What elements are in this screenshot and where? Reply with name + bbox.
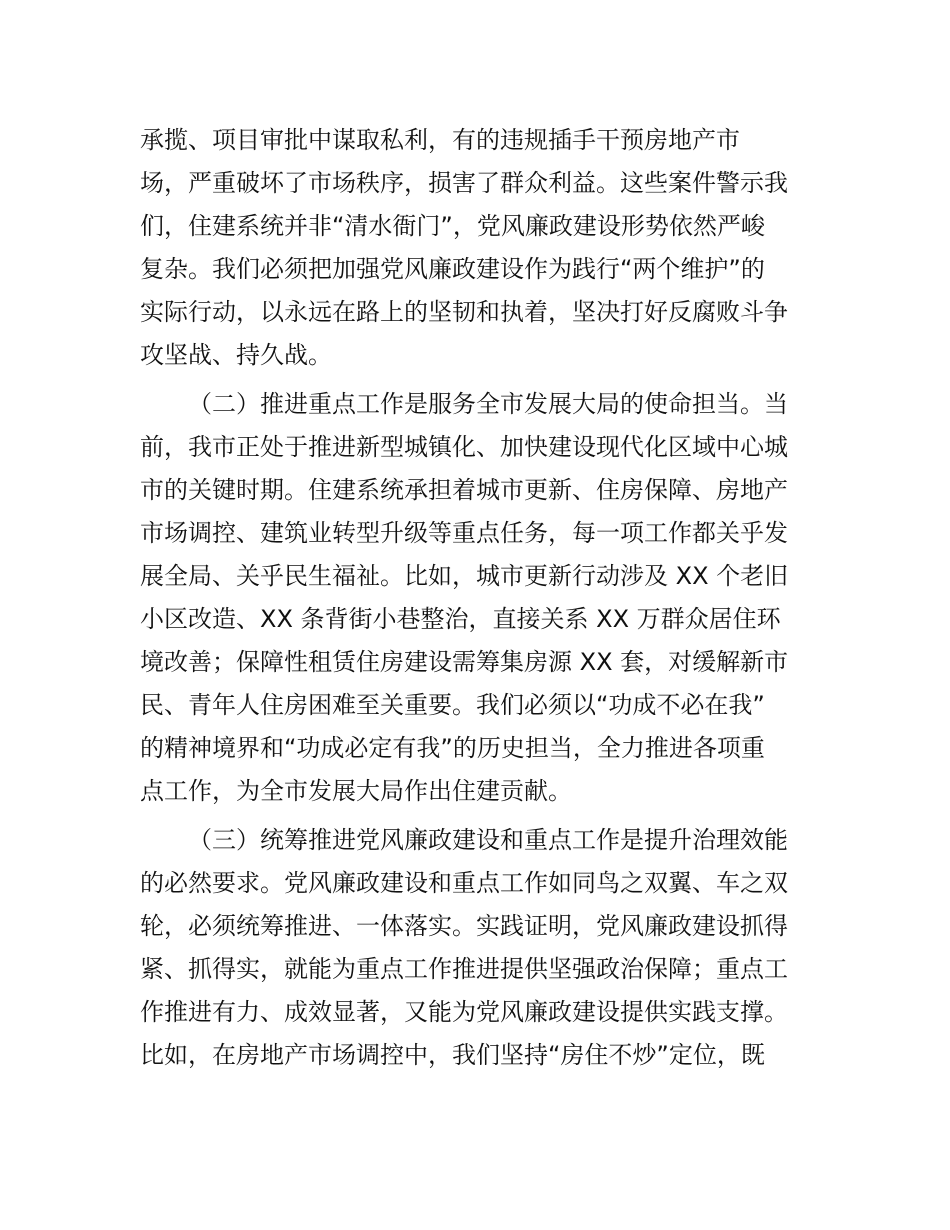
paragraph-2-line-4: 市场调控、建筑业转型升级等重点任务，每一项工作都关乎发 [140,519,788,547]
paragraph-1-line-6: 攻坚战、持久战。 [140,341,332,369]
paragraph-2-line-2: 前，我市正处于推进新型城镇化、加快建设现代化区域中心城 [140,433,788,461]
paragraph-2-line-6: 小区改造、XX 条背街小巷整治，直接关系 XX 万群众居住环 [140,605,781,633]
paragraph-2-line-1: （二）推进重点工作是服务全市发展大局的使命担当。当 [188,390,788,418]
paragraph-3-line-1: （三）统筹推进党风廉政建设和重点工作是提升治理效能 [188,826,788,854]
paragraph-1-line-3: 们，住建系统并非“清水衙门”，党风廉政建设形势依然严峻 [140,212,765,240]
paragraph-3-line-5: 作推进有力、成效显著，又能为党风廉政建设提供实践支撑。 [140,998,788,1026]
paragraph-1-line-2: 场，严重破坏了市场秩序，损害了群众利益。这些案件警示我 [140,169,788,197]
paragraph-2-line-9: 的精神境界和“功成必定有我”的历史担当，全力推进各项重 [140,734,765,762]
paragraph-1-line-1: 承揽、项目审批中谋取私利，有的违规插手干预房地产市 [140,126,740,154]
paragraph-2-line-7: 境改善；保障性租赁住房建设需筹集房源 XX 套，对缓解新市 [140,648,789,676]
paragraph-2-line-3: 市的关键时期。住建系统承担着城市更新、住房保障、房地产 [140,476,788,504]
paragraph-1-line-4: 复杂。我们必须把加强党风廉政建设作为践行“两个维护”的 [140,255,765,283]
paragraph-3-line-3: 轮，必须统筹推进、一体落实。实践证明，党风廉政建设抓得 [140,912,788,940]
paragraph-1-line-5: 实际行动，以永远在路上的坚韧和执着，坚决打好反腐败斗争 [140,298,788,326]
paragraph-2-line-8: 民、青年人住房困难至关重要。我们必须以“功成不必在我” [140,691,765,719]
paragraph-2-line-5: 展全局、关乎民生福祉。比如，城市更新行动涉及 XX 个老旧 [140,562,789,590]
paragraph-3-line-4: 紧、抓得实，就能为重点工作推进提供坚强政治保障；重点工 [140,955,788,983]
paragraph-2-line-10: 点工作，为全市发展大局作出住建贡献。 [140,777,572,805]
paragraph-3-line-6: 比如，在房地产市场调控中，我们坚持“房住不炒”定位，既 [140,1041,765,1069]
paragraph-3-line-2: 的必然要求。党风廉政建设和重点工作如同鸟之双翼、车之双 [140,869,788,897]
